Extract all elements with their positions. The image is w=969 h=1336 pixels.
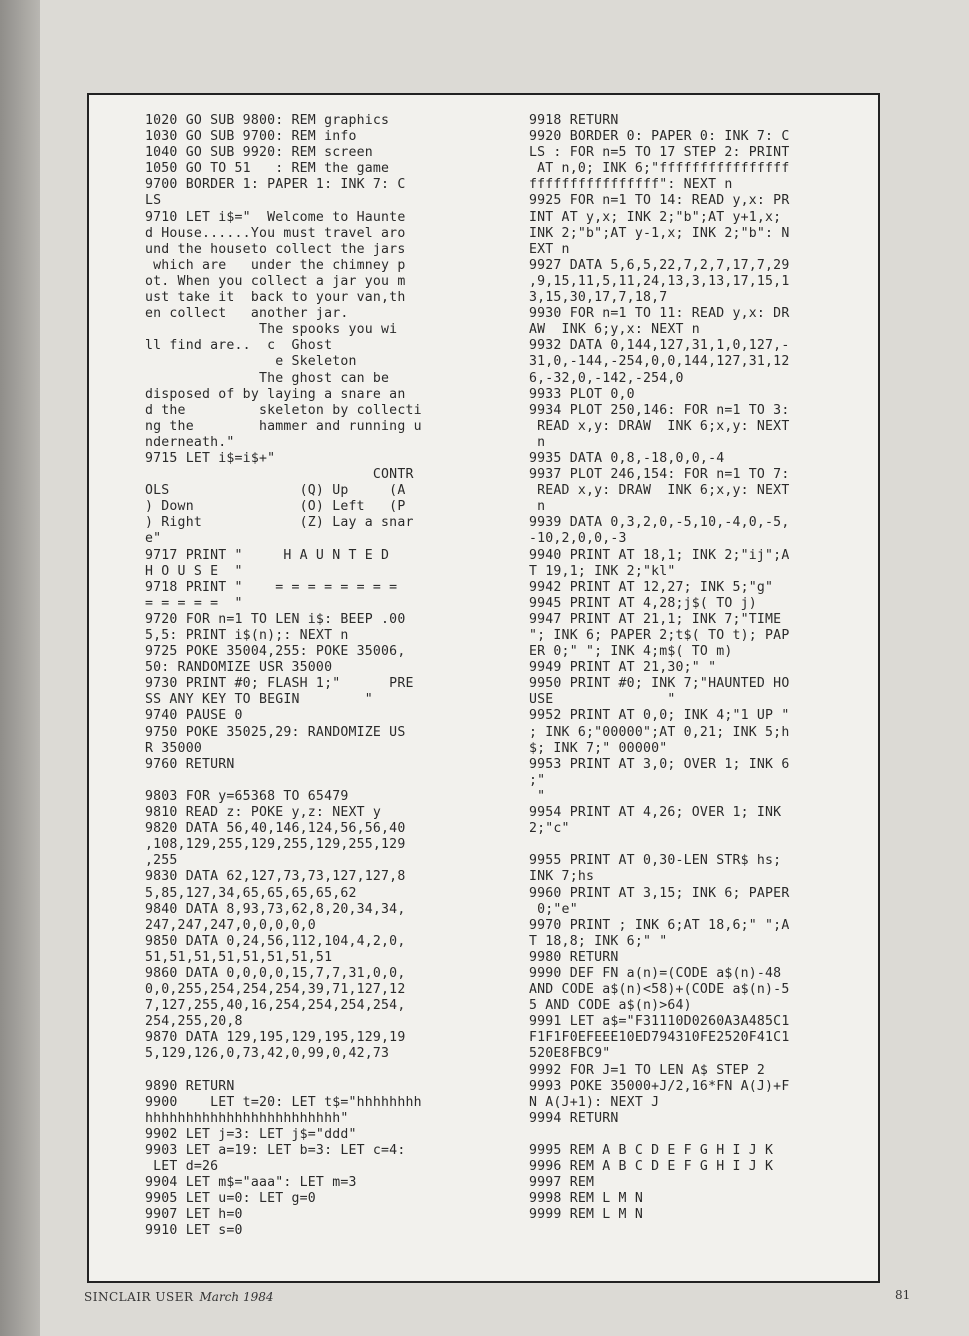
code-line: 1050 GO TO 51 : REM the game xyxy=(145,161,390,177)
code-line: 9997 REM xyxy=(529,1175,595,1191)
code-line: 5,85,127,34,65,65,65,65,62 xyxy=(145,885,357,901)
page-footer xyxy=(84,1290,273,1304)
code-line: 9810 READ z: POKE y,z: NEXT y xyxy=(145,805,382,821)
code-line: 9803 FOR y=65368 TO 65479 xyxy=(145,788,349,804)
code-line: "; INK 6; PAPER 2;t$( TO t); PAP xyxy=(529,628,790,643)
code-line xyxy=(145,1063,475,1079)
code-line: 9933 PLOT 0,0 xyxy=(529,386,635,402)
code-line: 9925 FOR n=1 TO 14: READ y,x: PR xyxy=(529,193,790,209)
code-line: EXT n xyxy=(529,241,570,257)
code-line: 254,255,20,8 xyxy=(145,1014,243,1030)
code-line: 9830 DATA 62,127,73,73,127,127,8 xyxy=(145,869,406,885)
code-line: CONTR xyxy=(145,467,414,483)
code-line: ,255 xyxy=(145,853,178,869)
code-line: 9903 LET a=19: LET b=3: LET c=4: xyxy=(145,1143,406,1158)
code-line: nderneath." xyxy=(145,434,235,450)
code-line: 6,-32,0,-142,-254,0 xyxy=(529,370,684,386)
code-line: 9870 DATA 129,195,129,195,129,19 xyxy=(145,1030,406,1046)
code-line: 9960 PRINT AT 3,15; INK 6; PAPER xyxy=(529,885,790,901)
code-line: hhhhhhhhhhhhhhhhhhhhhhhh" xyxy=(145,1110,349,1126)
page-number: 81 xyxy=(895,1288,911,1302)
code-line: 9952 PRINT AT 0,0; INK 4;"1 UP " xyxy=(529,708,790,724)
code-line: INK 2;"b";AT y-1,x; INK 2;"b": N xyxy=(529,225,790,241)
code-line: 2;"c" xyxy=(529,821,570,837)
code-line: ;" xyxy=(529,772,546,788)
code-line: 9937 PLOT 246,154: FOR n=1 TO 7: xyxy=(529,467,790,483)
code-line: 7,127,255,40,16,254,254,254,254, xyxy=(145,998,406,1014)
code-line: T 19,1; INK 2;"kl" xyxy=(529,563,676,579)
code-line: INK 7;hs xyxy=(529,869,595,885)
code-line: ll find are.. c Ghost xyxy=(145,338,333,354)
code-line: ot. When you collect a jar you m xyxy=(145,273,406,289)
code-line: 3,15,30,17,7,18,7 xyxy=(529,290,668,306)
code-line: 9942 PRINT AT 12,27; INK 5;"g" xyxy=(529,579,774,595)
code-line: 1030 GO SUB 9700: REM info xyxy=(145,129,357,145)
code-line: 9990 DEF FN a(n)=(CODE a$(n)-48 xyxy=(529,965,782,981)
code-line: 1040 GO SUB 9920: REM screen xyxy=(145,145,373,161)
code-line: 9840 DATA 8,93,73,62,8,20,34,34, xyxy=(145,901,406,917)
code-line: 9945 PRINT AT 4,28;j$( TO j) xyxy=(529,595,757,611)
code-line: 9904 LET m$="aaa": LET m=3 xyxy=(145,1175,357,1191)
code-line: 9740 PAUSE 0 xyxy=(145,708,243,724)
code-line: LS xyxy=(145,193,162,209)
code-line: 9996 REM A B C D E F G H I J K xyxy=(529,1159,774,1175)
code-line: " xyxy=(529,788,546,804)
code-line: 9947 PRINT AT 21,1; INK 7;"TIME xyxy=(529,611,782,627)
binding-spine xyxy=(0,0,40,1336)
code-line: 9730 PRINT #0; FLASH 1;" PRE xyxy=(145,676,414,692)
code-line: 9950 PRINT #0; INK 7;"HAUNTED HO xyxy=(529,676,790,692)
code-line: 5,5: PRINT i$(n);: NEXT n xyxy=(145,628,349,643)
code-line: ; INK 6;"00000";AT 0,21; INK 5;h xyxy=(529,724,790,740)
code-line: e" xyxy=(145,531,162,547)
code-line: 9710 LET i$=" Welcome to Haunte xyxy=(145,209,406,225)
code-line: 0;"e" xyxy=(529,901,578,917)
code-line: READ x,y: DRAW INK 6;x,y: NEXT xyxy=(529,418,790,434)
code-line: 1020 GO SUB 9800: REM graphics xyxy=(145,113,390,128)
code-line: INT AT y,x; INK 2;"b";AT y+1,x; xyxy=(529,209,782,225)
code-line: T 18,8; INK 6;" " xyxy=(529,933,668,949)
code-line: en collect another jar. xyxy=(145,306,349,322)
code-line: 247,247,247,0,0,0,0,0 xyxy=(145,917,316,933)
code-line: which are under the chimney p xyxy=(145,257,406,273)
code-line: 9900 LET t=20: LET t$="hhhhhhhh xyxy=(145,1094,422,1110)
code-line: 520E8FBC9" xyxy=(529,1046,611,1062)
code-line: 9760 RETURN xyxy=(145,756,235,772)
code-line: 9890 RETURN xyxy=(145,1078,235,1094)
code-line: 5 AND CODE a$(n)>64) xyxy=(529,998,692,1014)
code-line: 9905 LET u=0: LET g=0 xyxy=(145,1191,316,1207)
code-line: LS : FOR n=5 TO 17 STEP 2: PRINT xyxy=(529,145,790,161)
code-line: 9927 DATA 5,6,5,22,7,2,7,17,7,29 xyxy=(529,257,790,273)
code-line: d House......You must travel aro xyxy=(145,225,406,241)
code-line: n xyxy=(529,434,546,450)
code-line: 9860 DATA 0,0,0,0,15,7,7,31,0,0, xyxy=(145,965,406,981)
code-line: 51,51,51,51,51,51,51,51 xyxy=(145,949,333,965)
code-line: READ x,y: DRAW INK 6;x,y: NEXT xyxy=(529,483,790,499)
code-line: 9991 LET a$="F31110D0260A3A485C1 xyxy=(529,1014,790,1030)
code-line: 9970 PRINT ; INK 6;AT 18,6;" ";A xyxy=(529,917,790,933)
code-line: 9940 PRINT AT 18,1; INK 2;"ij";A xyxy=(529,547,790,563)
code-line: 9720 FOR n=1 TO LEN i$: BEEP .00 xyxy=(145,611,406,627)
code-line: ,9,15,11,5,11,24,13,3,13,17,15,1 xyxy=(529,273,790,289)
code-line: ) Down (O) Left (P xyxy=(145,499,406,515)
code-line: 9907 LET h=0 xyxy=(145,1207,243,1223)
code-line: 9953 PRINT AT 3,0; OVER 1; INK 6 xyxy=(529,756,790,772)
code-line: 9932 DATA 0,144,127,31,1,0,127,- xyxy=(529,338,790,354)
code-line: 9718 PRINT " = = = = = = = = xyxy=(145,579,398,595)
code-line: 9750 POKE 35025,29: RANDOMIZE US xyxy=(145,724,406,740)
code-line: N A(J+1): NEXT J xyxy=(529,1094,660,1110)
code-line: ffffffffffffffff": NEXT n xyxy=(529,177,733,193)
listing-column-right xyxy=(529,113,869,1223)
code-line: 9939 DATA 0,3,2,0,-5,10,-4,0,-5, xyxy=(529,515,790,531)
code-line: 9995 REM A B C D E F G H I J K xyxy=(529,1143,774,1158)
code-line: 9717 PRINT " H A U N T E D xyxy=(145,547,390,563)
code-line: R 35000 xyxy=(145,740,202,756)
code-line: ER 0;" "; INK 4;m$( TO m) xyxy=(529,644,733,660)
code-line: H O U S E " xyxy=(145,563,243,579)
code-line: 9920 BORDER 0: PAPER 0: INK 7: C xyxy=(529,129,790,145)
code-line: 9820 DATA 56,40,146,124,56,56,40 xyxy=(145,821,406,837)
code-line: 9918 RETURN xyxy=(529,113,619,128)
code-line: ust take it back to your van,th xyxy=(145,290,406,306)
listing-column-left xyxy=(145,113,475,1240)
code-line: -10,2,0,0,-3 xyxy=(529,531,627,547)
code-line: SS ANY KEY TO BEGIN " xyxy=(145,692,373,708)
code-line: 9715 LET i$=i$+" xyxy=(145,450,276,466)
code-line: The ghost can be xyxy=(145,370,390,386)
code-line: 9980 RETURN xyxy=(529,949,619,965)
code-line: disposed of by laying a snare an xyxy=(145,386,406,402)
program-listing-box xyxy=(87,93,880,1283)
code-line: = = = = = " xyxy=(145,595,243,611)
code-line: 9999 REM L M N xyxy=(529,1207,643,1223)
code-line: AT n,0; INK 6;"ffffffffffffffff xyxy=(529,161,790,177)
code-line: 0,0,255,254,254,254,39,71,127,12 xyxy=(145,982,406,998)
code-line: 9993 POKE 35000+J/2,16*FN A(J)+F xyxy=(529,1078,790,1094)
code-line: 9994 RETURN xyxy=(529,1110,619,1126)
code-line: 9954 PRINT AT 4,26; OVER 1; INK xyxy=(529,805,782,821)
code-line xyxy=(145,773,475,789)
code-line: 9850 DATA 0,24,56,112,104,4,2,0, xyxy=(145,933,406,949)
code-line: $; INK 7;" 00000" xyxy=(529,740,668,756)
issue-date: March 1984 xyxy=(199,1290,274,1304)
code-line: OLS (Q) Up (A xyxy=(145,483,406,499)
code-line: 5,129,126,0,73,42,0,99,0,42,73 xyxy=(145,1046,390,1062)
code-line: LET d=26 xyxy=(145,1159,219,1175)
code-line: USE " xyxy=(529,692,676,708)
magazine-name: SINCLAIR USER xyxy=(84,1290,194,1304)
code-line: 9902 LET j=3: LET j$="ddd" xyxy=(145,1126,357,1142)
code-line: ) Right (Z) Lay a snar xyxy=(145,515,414,531)
code-line: The spooks you wi xyxy=(145,322,398,338)
code-line: 9955 PRINT AT 0,30-LEN STR$ hs; xyxy=(529,853,782,869)
code-line: und the houseto collect the jars xyxy=(145,241,406,257)
code-line: 50: RANDOMIZE USR 35000 xyxy=(145,660,333,676)
code-line: AW INK 6;y,x: NEXT n xyxy=(529,322,700,338)
code-line: d the skeleton by collecti xyxy=(145,402,422,418)
code-line: AND CODE a$(n)<58)+(CODE a$(n)-5 xyxy=(529,982,790,998)
code-line: 9998 REM L M N xyxy=(529,1191,643,1207)
code-line: 9992 FOR J=1 TO LEN A$ STEP 2 xyxy=(529,1062,766,1078)
code-line: n xyxy=(529,499,546,515)
code-line: 9949 PRINT AT 21,30;" " xyxy=(529,660,717,676)
code-line: 31,0,-144,-254,0,0,144,127,31,12 xyxy=(529,354,790,370)
code-line: 9910 LET s=0 xyxy=(145,1223,243,1239)
code-line: ,108,129,255,129,255,129,255,129 xyxy=(145,837,406,853)
code-line: 9700 BORDER 1: PAPER 1: INK 7: C xyxy=(145,177,406,193)
code-line: 9930 FOR n=1 TO 11: READ y,x: DR xyxy=(529,306,790,322)
code-line xyxy=(529,837,869,853)
code-line: F1F1F0EFEEE10ED794310FE2520F41C1 xyxy=(529,1030,790,1046)
code-line: 9935 DATA 0,8,-18,0,0,-4 xyxy=(529,450,725,466)
code-line: e Skeleton xyxy=(145,354,357,370)
code-line: 9725 POKE 35004,255: POKE 35006, xyxy=(145,644,406,660)
code-line xyxy=(529,1127,869,1143)
code-line: ng the hammer and running u xyxy=(145,418,422,434)
code-line: 9934 PLOT 250,146: FOR n=1 TO 3: xyxy=(529,402,790,418)
